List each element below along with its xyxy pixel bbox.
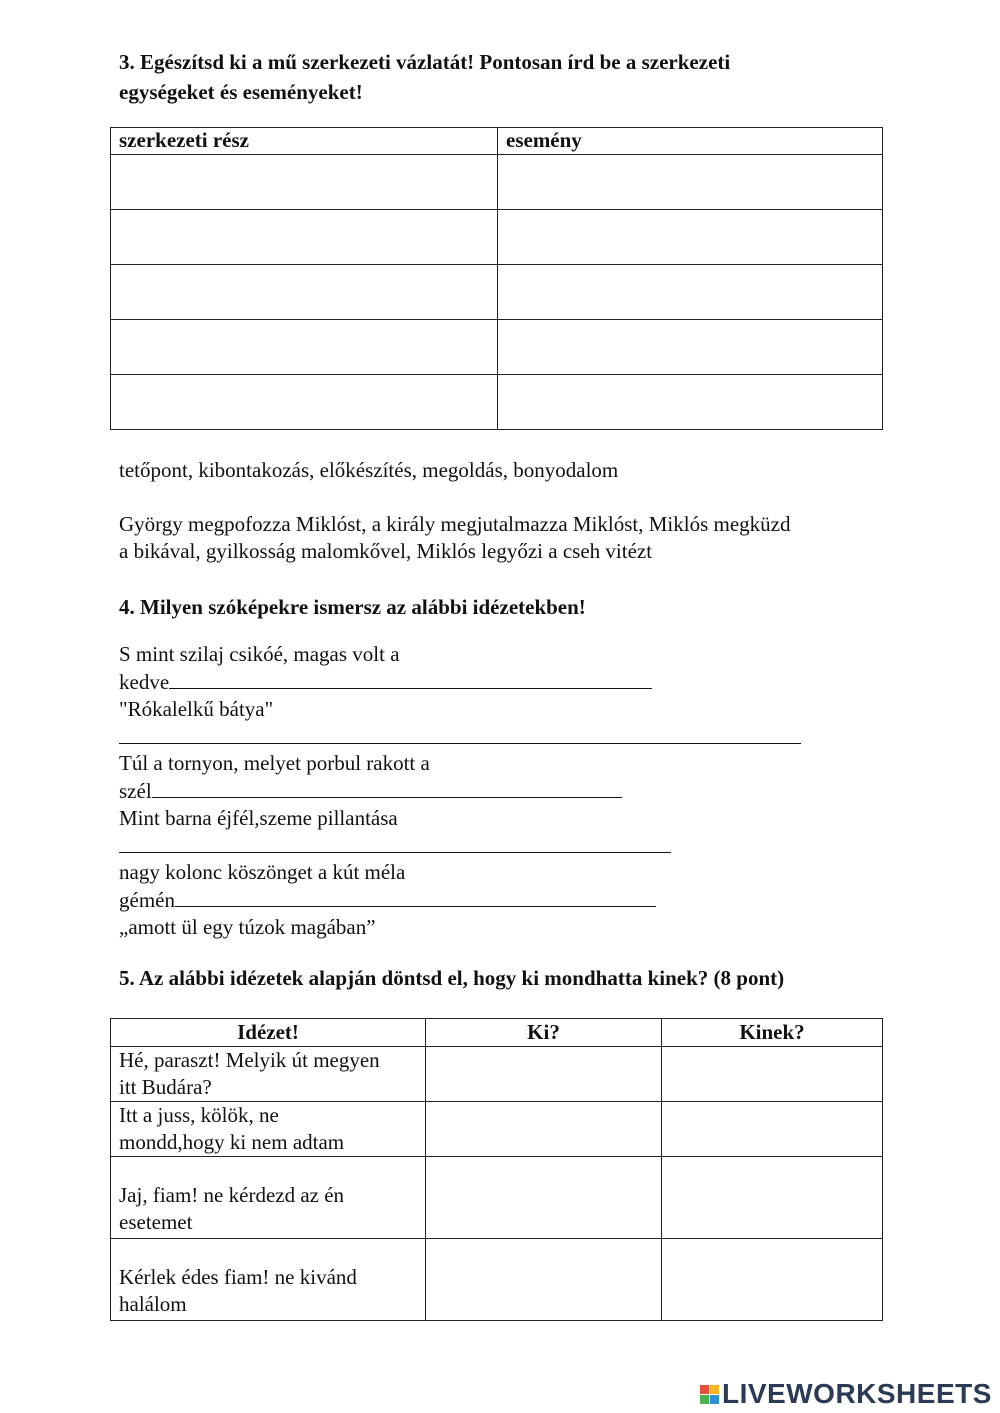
q4-answer-row xyxy=(119,832,819,859)
q4-answer-row: szél xyxy=(119,777,819,805)
q5-quote-cell: Kérlek édes fiam! ne kivánd halálom xyxy=(111,1239,426,1321)
q5-quotes-table xyxy=(110,1018,883,1321)
q4-quotes xyxy=(119,641,819,941)
q5-heading: 5. Az alábbi idézetek alapján döntsd el, hogy ki mondhatta kinek? (8 pont) xyxy=(119,966,785,990)
q4-quote-line: "Rókalelkű bátya" xyxy=(119,697,274,721)
q3-structure-table xyxy=(110,127,883,430)
q5-to-whom-cell[interactable] xyxy=(662,1102,883,1157)
table-row xyxy=(111,1157,883,1239)
q5-who-cell[interactable] xyxy=(426,1239,662,1321)
logo-squares-icon xyxy=(700,1385,719,1404)
q4-answer-blank[interactable] xyxy=(119,723,801,744)
q5-quote-cell: Jaj, fiam! ne kérdezd az én esetemet xyxy=(111,1157,426,1239)
table-row xyxy=(111,1102,883,1157)
q4-answer-row xyxy=(119,723,819,750)
q4-answer-blank[interactable] xyxy=(152,777,622,798)
q5-header-quote: Idézet! xyxy=(111,1019,426,1047)
logo-text: LIVEWORKSHEETS xyxy=(722,1378,992,1409)
q3-event-cell[interactable] xyxy=(498,320,883,375)
q5-quote-cell: Hé, paraszt! Melyik út megyen itt Budára? xyxy=(111,1047,426,1102)
q5-to-whom-cell[interactable] xyxy=(662,1239,883,1321)
q3-part-cell[interactable] xyxy=(111,210,498,265)
q4-heading: 4. Milyen szóképekre ismersz az alábbi idézetekben! xyxy=(119,595,586,619)
q3-event-cell[interactable] xyxy=(498,265,883,320)
q4-quote-line: S mint szilaj csikóé, magas volt a xyxy=(119,642,400,666)
q4-answer-blank[interactable] xyxy=(169,668,652,689)
table-row xyxy=(111,1047,883,1102)
q5-header-who: Ki? xyxy=(426,1019,662,1047)
liveworksheets-logo[interactable] xyxy=(700,1378,992,1410)
q5-who-cell[interactable] xyxy=(426,1047,662,1102)
q4-quote-line: Mint barna éjfél,szeme pillantása xyxy=(119,806,398,830)
q5-header-to-whom: Kinek? xyxy=(662,1019,883,1047)
q3-part-cell[interactable] xyxy=(111,375,498,430)
q5-quote-cell: Itt a juss, kölök, ne mondd,hogy ki nem adtam xyxy=(111,1102,426,1157)
table-row xyxy=(111,1239,883,1321)
q5-to-whom-cell[interactable] xyxy=(662,1157,883,1239)
q3-word-bank-events: György megpofozza Miklóst, a király megjutalmazza Miklóst, Miklós megküzd a bikával, gyilkosság malomkővel, Miklós legyőzi a cseh vitézt xyxy=(119,512,791,563)
logo-square xyxy=(700,1385,709,1394)
q3-header-part: szerkezeti rész xyxy=(111,128,498,155)
q4-quote-line: nagy kolonc köszönget a kút méla xyxy=(119,860,406,884)
q3-word-bank-parts: tetőpont, kibontakozás, előkészítés, megoldás, bonyodalom xyxy=(119,458,619,482)
q3-part-cell[interactable] xyxy=(111,265,498,320)
q4-answer-blank[interactable] xyxy=(119,832,671,853)
logo-square xyxy=(710,1395,719,1404)
q5-to-whom-cell[interactable] xyxy=(662,1047,883,1102)
q5-who-cell[interactable] xyxy=(426,1102,662,1157)
q3-event-cell[interactable] xyxy=(498,210,883,265)
q3-event-cell[interactable] xyxy=(498,375,883,430)
q3-header-event: esemény xyxy=(498,128,883,155)
q4-answer-row: gémén xyxy=(119,886,819,914)
q4-quote-line: Túl a tornyon, melyet porbul rakott a xyxy=(119,751,430,775)
logo-square xyxy=(700,1395,709,1404)
q3-event-cell[interactable] xyxy=(498,155,883,210)
q4-quote-line: „amott ül egy túzok magában” xyxy=(119,915,376,939)
q3-heading: 3. Egészítsd ki a mű szerkezeti vázlatát! Pontosan írd be a szerkezeti egységeket és eseményeket! xyxy=(119,50,731,104)
q4-answer-row: kedve xyxy=(119,668,819,696)
q3-part-cell[interactable] xyxy=(111,155,498,210)
q4-answer-blank[interactable] xyxy=(175,886,656,907)
q5-who-cell[interactable] xyxy=(426,1157,662,1239)
logo-square xyxy=(710,1385,719,1394)
q3-part-cell[interactable] xyxy=(111,320,498,375)
